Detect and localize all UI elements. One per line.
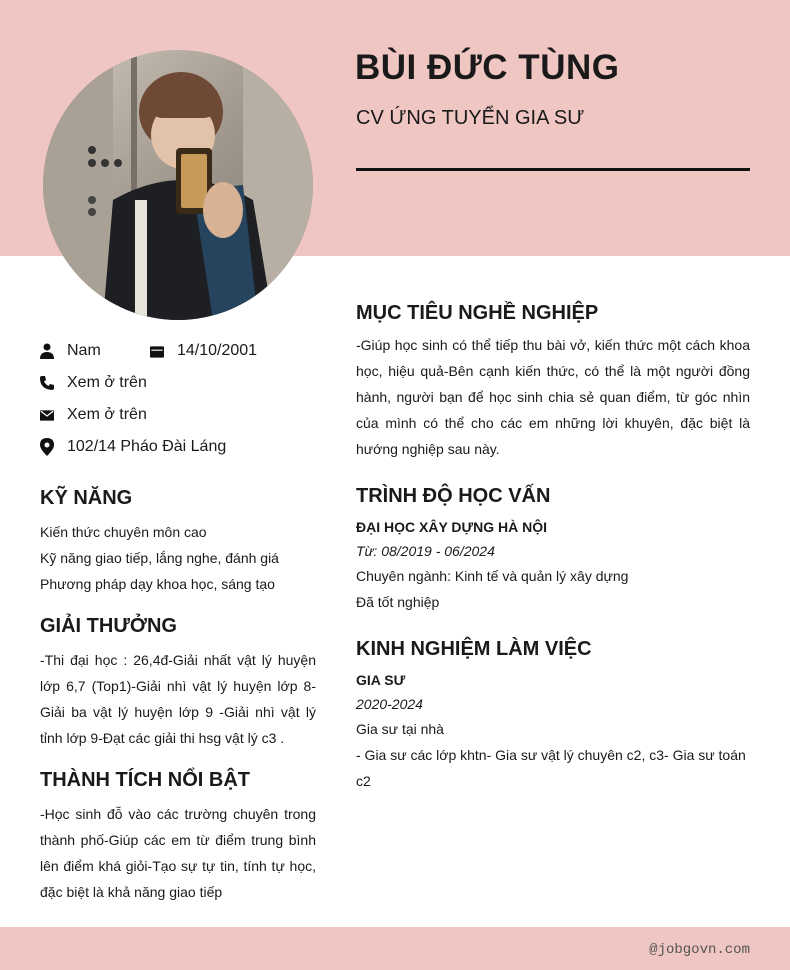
mail-icon xyxy=(40,408,54,422)
skill-item: Kỹ năng giao tiếp, lắng nghe, đánh giá xyxy=(40,550,279,566)
skills-list xyxy=(40,519,316,597)
profile-photo xyxy=(43,50,313,320)
skill-item: Phương pháp dạy khoa học, sáng tạo xyxy=(40,576,275,592)
awards-heading: GIẢI THƯỞNG xyxy=(40,615,177,637)
experience-heading: KINH NGHIỆM LÀM VIỆC xyxy=(356,638,592,660)
education-status: Đã tốt nghiệp xyxy=(356,594,440,610)
objective-text: -Giúp học sinh có thể tiếp thu bài vở, kiến thức một cách khoa học, hiệu quả-Bên cạnh kiến thức, có thể là một người đồng hành, người bạn để học sinh chia sẻ quan điểm, từ góc nhìn của mình có thể cho các em những lời khuyên, đặc biệt là hướng nghiệp sau này. xyxy=(356,337,750,457)
school-name: ĐẠI HỌC XÂY DỰNG HÀ NỘI xyxy=(356,519,548,535)
education-period: Từ: 08/2019 - 06/2024 xyxy=(356,543,495,559)
contact-phone xyxy=(40,374,147,392)
contact-gender xyxy=(40,342,101,360)
objective-heading: MỤC TIÊU NGHỀ NGHIỆP xyxy=(356,302,599,324)
skill-item: Kiến thức chuyên môn cao xyxy=(40,524,207,540)
header-divider xyxy=(356,168,750,171)
calendar-icon xyxy=(150,344,164,358)
cv-subtitle: CV ỨNG TUYỂN GIA SƯ xyxy=(356,107,585,129)
experience-period: 2020-2024 xyxy=(356,696,423,712)
address-value: 102/14 Pháo Đài Láng xyxy=(67,438,227,455)
phone-value: Xem ở trên xyxy=(67,374,147,391)
education-major: Chuyên ngành: Kinh tế và quản lý xây dựng xyxy=(356,568,629,584)
candidate-name: BÙI ĐỨC TÙNG xyxy=(355,48,620,87)
person-icon xyxy=(40,344,54,358)
contact-email xyxy=(40,406,147,424)
gender-value: Nam xyxy=(67,342,101,359)
awards-text: -Thi đại học : 26,4đ-Giải nhất vật lý huyện lớp 6,7 (Top1)-Giải nhì vật lý huyện lớp 8-Giải ba vật lý huyện lớp 9 -Giải nhì vật lý tỉnh lớp 9-Đạt các giải thi hsg vật lý c3 . xyxy=(40,652,316,746)
achievements-text: -Học sinh đỗ vào các trường chuyên trong thành phố-Giúp các em từ điểm trung bình lên điểm khá giỏi-Tạo sự tự tin, tính tự học, đặc biệt là khả năng giao tiếp xyxy=(40,806,316,900)
contact-address xyxy=(40,438,226,456)
phone-icon xyxy=(40,376,54,390)
experience-detail: - Gia sư các lớp khtn- Gia sư vật lý chuyên c2, c3- Gia sư toán c2 xyxy=(356,747,746,789)
location-icon xyxy=(40,440,54,454)
email-value: Xem ở trên xyxy=(67,406,147,423)
skills-heading: KỸ NĂNG xyxy=(40,487,133,509)
experience-place: Gia sư tại nhà xyxy=(356,721,444,737)
experience-role: GIA SƯ xyxy=(356,672,406,688)
footer-watermark: @jobgovn.com xyxy=(649,942,750,958)
achievements-heading: THÀNH TÍCH NỔI BẬT xyxy=(40,769,250,791)
contact-dob xyxy=(150,342,257,360)
education-heading: TRÌNH ĐỘ HỌC VẤN xyxy=(356,485,551,507)
dob-value: 14/10/2001 xyxy=(177,342,258,359)
